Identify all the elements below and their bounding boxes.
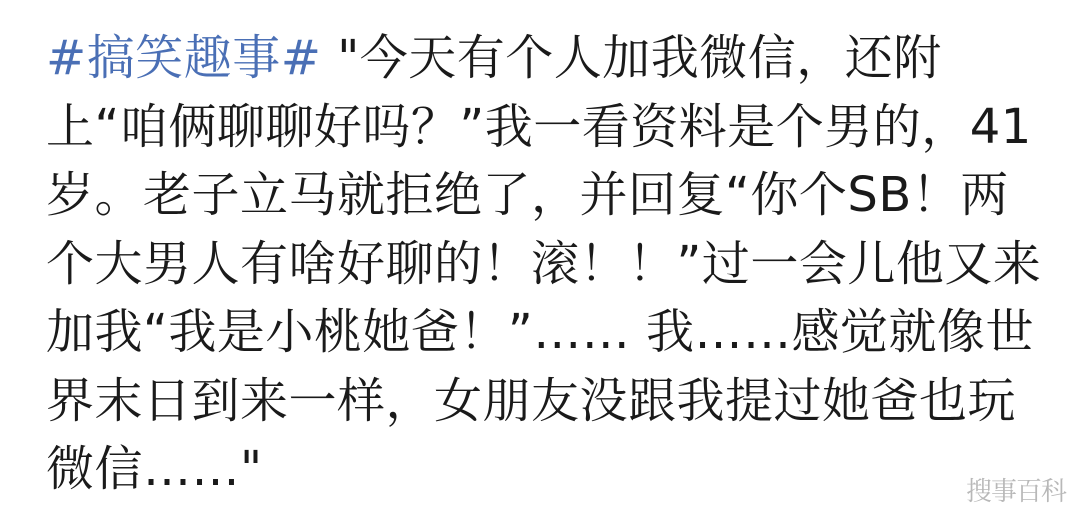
hashtag-link[interactable]: #搞笑趣事# — [46, 30, 322, 86]
post-body: "今天有个人加我微信，还附上“咱俩聊聊好吗？”我一看资料是个男的，41岁。老子立马就拒绝了，并回复“你个SB！两个大男人有啥好聊的！滚！！”过一会儿他又来加我“我是小桃她爸！”…… 我……感觉就像世界末日到来一样，女朋友没跟我提过她爸也玩微信……" — [46, 30, 1042, 497]
watermark-logo: 搜事百科 — [965, 477, 1066, 507]
post-text — [46, 24, 1046, 504]
